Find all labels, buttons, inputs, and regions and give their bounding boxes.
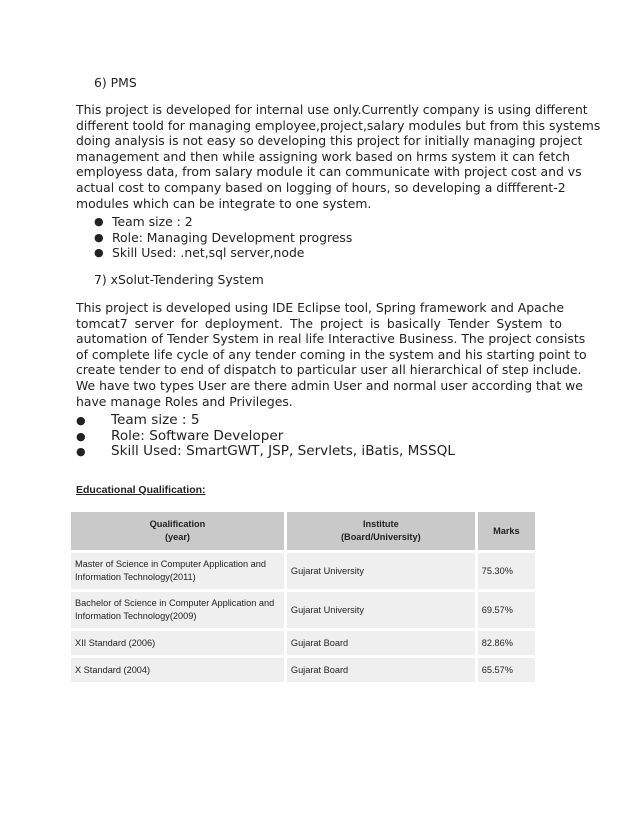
description-line: This project is developed using IDE Eclipse tool, Spring framework and Apache [76,300,564,315]
list-item [94,230,352,246]
description-line: different toold for managing employee,project,salary modules but from this systems [76,117,601,133]
cell-text: Bachelor of Science in Computer Application and [75,598,275,608]
list-item [76,443,455,460]
bullet-icon: ● [94,215,104,228]
header-text: Marks [493,525,520,536]
education-table [68,509,538,685]
detail-text: Role: Managing Development progress [112,229,353,245]
bullet-icon: ● [76,445,86,459]
list-item [94,245,352,261]
bullet-icon: ● [76,429,86,443]
cell-marks: 69.57% [478,592,535,628]
cell-qualification: XII Standard (2006) [71,631,284,655]
table-row [71,592,535,628]
cell-institute: Gujarat University [287,592,475,628]
cell-qualification [71,592,284,628]
description-line: automation of Tender System in real life Interactive Business. The project consists [76,331,586,347]
description-line: create tender to end of dispatch to particular user all hierarchical of step include. [76,362,582,378]
list-item [76,412,455,429]
description-line: have manage Roles and Privileges. [76,393,293,409]
header-text: Qualification [149,519,206,529]
column-header-institute [287,512,475,550]
detail-text: Role: Software Developer [111,427,284,444]
description-line: This project is developed for internal use only.Currently company is using different [76,102,588,117]
table-header-row [71,512,535,550]
project-details-list [76,412,455,460]
project-heading [94,272,264,288]
cell-qualification [71,553,284,589]
description-line: employess data, from salary module it can communicate with project cost and vs [76,164,582,180]
header-subtext: (year) [164,532,190,542]
cell-marks: 65.57% [478,658,535,682]
cell-text: Information Technology(2011) [75,572,196,582]
detail-text: Skill Used: .net,sql server,node [112,245,305,261]
column-header-qualification [71,512,284,550]
detail-text: Team size : 2 [112,214,193,229]
bullet-icon: ● [94,230,104,244]
description-line: We have two types User are there admin User and normal user according that we [76,377,583,393]
cell-marks: 75.30% [478,553,535,589]
description-line: doing analysis is not easy so developing this project for initially managing project [76,133,583,149]
description-line: management and then while assigning work based on hrms system it can fetch [76,148,571,164]
table-row [71,631,535,655]
list-item [76,427,455,445]
cell-text: Master of Science in Computer Application and [75,559,266,569]
header-text: Institute [362,519,399,529]
header-subtext: (Board/University) [341,532,421,542]
project-number: 6) [94,75,107,90]
project-heading [94,75,137,91]
table-row [71,553,535,589]
project-name: PMS [110,75,137,90]
cell-marks: 82.86% [478,631,535,655]
education-heading: Educational Qualification: [76,484,206,496]
project-description [76,300,587,409]
table-row [71,658,535,682]
description-line: of complete life cycle of any tender coming in the system and his starting point to [76,346,587,362]
description-line: tomcat7 server for deployment. The project is basically Tender System to [76,315,562,331]
cell-qualification: X Standard (2004) [71,658,284,682]
column-header-marks [478,512,535,550]
description-line: modules which can be integrate to one system. [76,195,372,211]
list-item [94,214,352,230]
detail-text: Team size : 5 [111,412,200,428]
description-line: actual cost to company based on logging of hours, so developing a diffferent-2 [76,179,566,195]
cell-institute: Gujarat Board [287,658,475,682]
bullet-icon: ● [76,414,86,427]
detail-text: Skill Used: SmartGWT, JSP, Servlets, iBatis, MSSQL [111,443,455,460]
bullet-icon: ● [94,246,104,260]
project-number: 7) [94,272,107,287]
project-details-list [94,214,352,261]
cell-institute: Gujarat Board [287,631,475,655]
project-name: xSolut-Tendering System [110,272,264,287]
cell-institute: Gujarat University [287,553,475,589]
project-description [76,102,601,211]
cell-text: Information Technology(2009) [75,611,197,621]
